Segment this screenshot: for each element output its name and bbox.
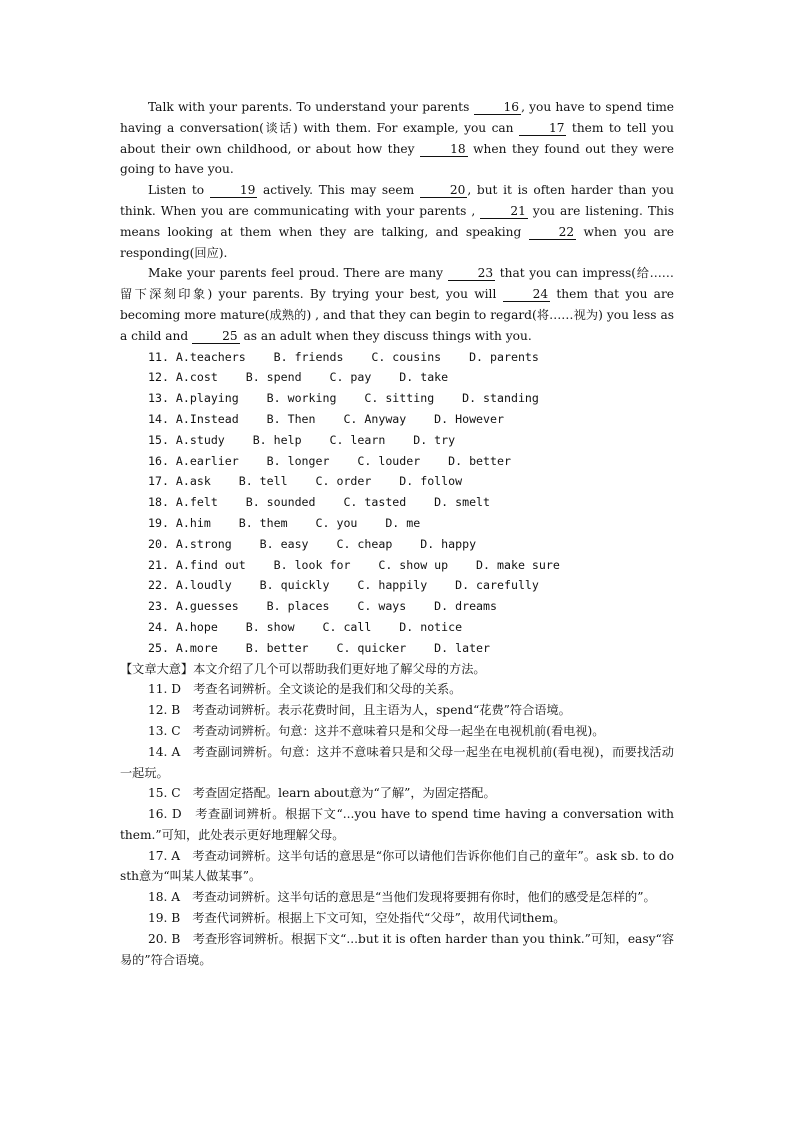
- option-row: 25. A.more B. better C. quicker D. later: [148, 640, 491, 655]
- passage-paragraph: [120, 180, 674, 263]
- option-row: 21. A.find out B. look for C. show up D. make sure: [148, 557, 560, 572]
- passage-text: actively. This may seem: [257, 183, 420, 198]
- passage-text: them to tell you about their own childhood, or about how they: [120, 120, 674, 156]
- passage-text: as an adult when they discuss things with you.: [239, 328, 532, 343]
- option-row: 18. A.felt B. sounded C. tasted D. smelt: [148, 495, 491, 510]
- answer-item: 19. B 考查代词辨析。根据上下文可知，空处指代“父母”，故用代词them。: [148, 911, 566, 926]
- answer-item: 15. C 考查固定搭配。learn about意为“了解”，为固定搭配。: [148, 786, 496, 801]
- passage-text: them that you are becoming more mature(成熟的) , and that they can begin to regard(将……视为) you less as a child and: [120, 287, 674, 343]
- option-row: 16. A.earlier B. longer C. louder D. better: [148, 453, 511, 468]
- passage-paragraph: [120, 263, 674, 346]
- blank-number: 20: [420, 184, 468, 198]
- answer-item: 20. B 考查形容词辨析。根据下文“...but it is often harder than you think.”可知，easy“容易的”符合语境。: [120, 931, 674, 967]
- blank-number: 22: [529, 226, 577, 240]
- blank-number: 19: [210, 184, 258, 198]
- blank-number: 25: [192, 330, 240, 344]
- answer-item: 17. A 考查动词辨析。这半句话的意思是“你可以请他们告诉你他们自己的童年”。ask sb. to do sth意为“叫某人做某事”。: [120, 848, 674, 884]
- answer-item: 18. A 考查动词辨析。这半句话的意思是“当他们发现将要拥有你时，他们的感受是怎样的”。: [148, 890, 656, 905]
- option-row: 23. A.guesses B. places C. ways D. dreams: [148, 599, 498, 614]
- option-row: 13. A.playing B. working C. sitting D. standing: [148, 391, 539, 406]
- passage-text: that you can impress(给……留下深刻印象) your parents. By trying your best, you will: [120, 266, 674, 302]
- blank-number: 18: [420, 143, 468, 157]
- option-row: 20. A.strong B. easy C. cheap D. happy: [148, 536, 477, 551]
- answer-item: 12. B 考查动词辨析。表示花费时间，且主语为人，spend“花费”符合语境。: [148, 703, 571, 718]
- answer-item: 14. A 考查副词辨析。句意：这并不意味着只是和父母一起坐在电视机前(看电视)，而要找活动一起玩。: [120, 744, 674, 780]
- blank-number: 16: [474, 101, 522, 115]
- option-row: 22. A.loudly B. quickly C. happily D. carefully: [148, 578, 539, 593]
- option-row: 12. A.cost B. spend C. pay D. take: [148, 370, 449, 385]
- answer-item: 11. D 考查名词辨析。全文谈论的是我们和父母的关系。: [148, 682, 462, 697]
- option-list: [120, 347, 674, 659]
- passage-paragraph: [120, 97, 674, 180]
- passage-text: you are listening. This means looking at them when they are talking, and speaking: [120, 203, 674, 239]
- option-row: 15. A.study B. help C. learn D. try: [148, 432, 456, 447]
- blank-number: 21: [480, 205, 528, 219]
- passage-text: , you have to spend time having a conversation(谈话) with them. For example, you can: [120, 100, 675, 135]
- passage-summary: 【文章大意】本文介绍了几个可以帮助我们更好地了解父母的方法。: [120, 661, 486, 676]
- answer-item: 16. D 考查副词辨析。根据下文“...you have to spend time having a conversation with them.”可知，此处表示更好地理解父母。: [120, 807, 674, 842]
- cloze-passage: [120, 97, 674, 347]
- passage-text: Talk with your parents. To understand your parents: [148, 100, 474, 114]
- option-row: 11. A.teachers B. friends C. cousins D. parents: [148, 349, 539, 364]
- passage-text: when you are responding(回应).: [120, 224, 674, 260]
- passage-text: when they found out they were going to have you.: [120, 141, 674, 177]
- blank-number: 23: [448, 267, 496, 281]
- document-page: [120, 97, 674, 970]
- option-row: 14. A.Instead B. Then C. Anyway D. However: [148, 411, 504, 426]
- option-row: 24. A.hope B. show C. call D. notice: [148, 619, 463, 634]
- blank-number: 17: [519, 122, 567, 136]
- blank-number: 24: [503, 288, 551, 302]
- passage-text: Listen to: [148, 183, 210, 198]
- answer-explanations: [120, 679, 674, 970]
- passage-text: , but it is often harder than you think. When you are communicating with your parents ,: [120, 183, 674, 218]
- option-row: 17. A.ask B. tell C. order D. follow: [148, 474, 463, 489]
- passage-text: Make your parents feel proud. There are many: [148, 266, 448, 281]
- answer-item: 13. C 考查动词辨析。句意：这并不意味着只是和父母一起坐在电视机前(看电视)。: [148, 723, 605, 738]
- option-row: 19. A.him B. them C. you D. me: [148, 515, 421, 530]
